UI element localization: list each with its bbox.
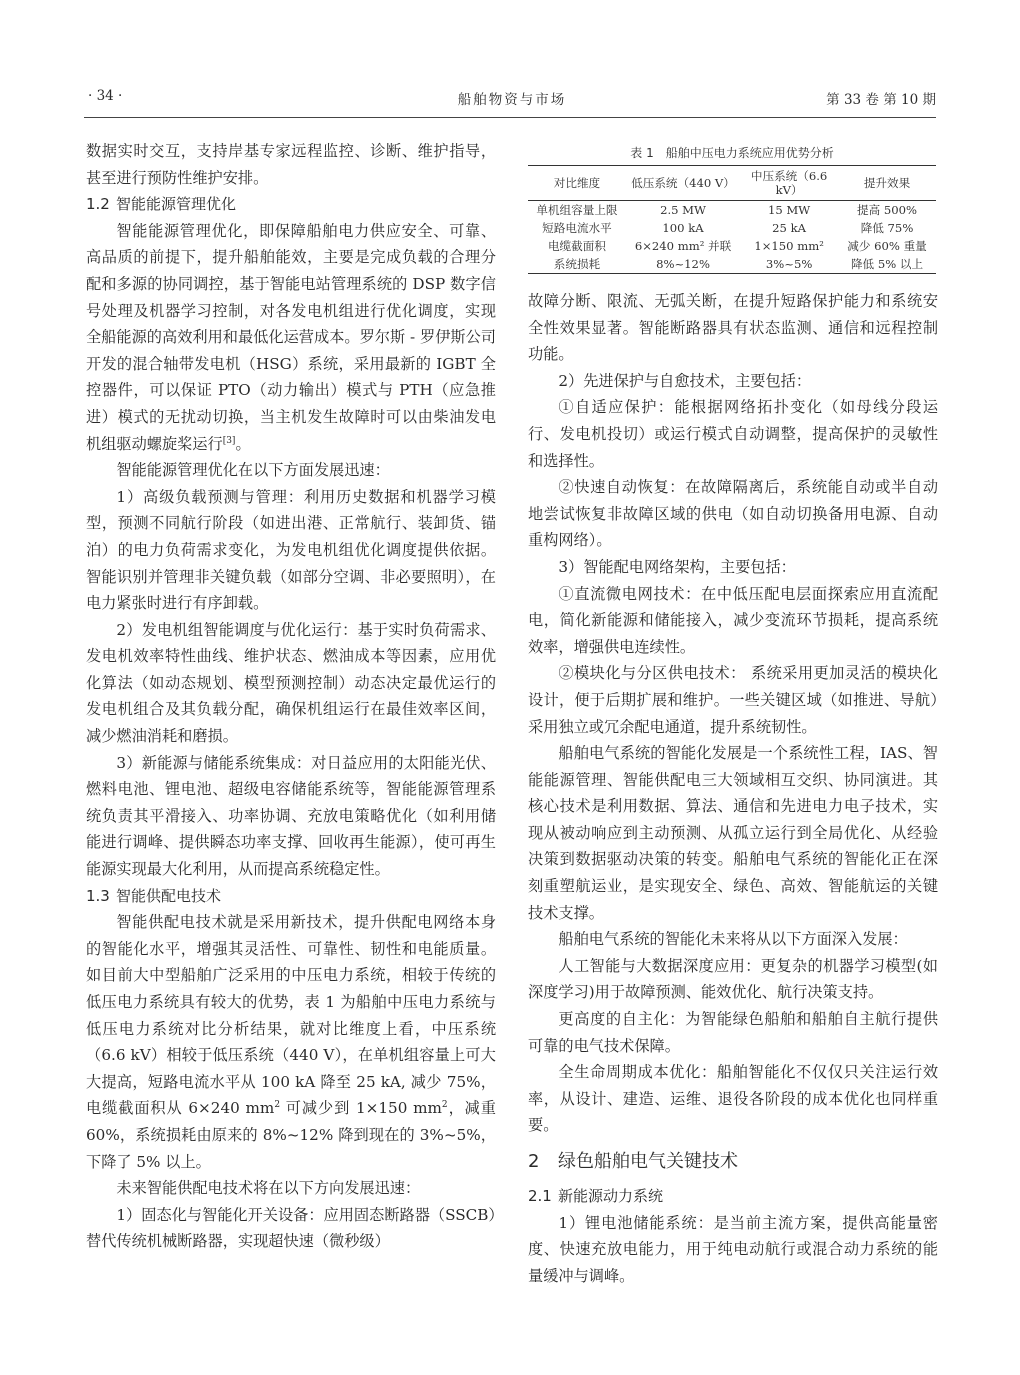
paragraph: 更高度的自主化：为智能绿色船舶和船舶自主航行提供可靠的电气技术保障。 xyxy=(528,1010,938,1055)
table-cell: 6×240 mm² 并联 xyxy=(634,239,732,253)
paragraph-text: ，减重 60%，系统损耗由原来的 8%~12% 降到现在的 3%~5%，下降了 5% 以上。 xyxy=(86,1099,496,1171)
paragraph: ②模块化与分区供电技术： 系统采用更加灵活的模块化设计，便于后期扩展和维护。一些关键区域（如推进、导航）采用独立或冗余配电通道，提升系统韧性。 xyxy=(528,664,938,736)
header-rule xyxy=(84,117,936,118)
running-header xyxy=(88,88,936,110)
paragraph: 2）先进保护与自愈技术，主要包括： xyxy=(558,371,812,390)
section-title: 智能供配电技术 xyxy=(116,886,222,905)
table-cell: 降低 5% 以上 xyxy=(838,255,936,274)
paragraph-text: 智能供配电技术就是采用新技术，提升供配电网络本身的智能化水平，增强其灵活性、可靠性、韧性和电能质量。如目前大中型船舶广泛采用的中压电力系统，相较于传统的低压电力系统具有较大的优势，表 1 为船舶中压电力系统与低压电力系统对比分析结果，就对比维度上看，中压系统（6.6 kV）相较于低压系统（440 V），在单机组容量上可大大提高，短路电流水平从 100 kA 降至 25 kA, 减少 75%，电缆截面积从 6×240 mm xyxy=(86,913,496,1118)
section-heading-2 xyxy=(528,1145,938,1179)
section-title: 绿色船舶电气关键技术 xyxy=(558,1151,738,1172)
table-cell: 100 kA xyxy=(662,221,704,235)
table-row xyxy=(528,201,936,220)
table-cell: 8%~12% xyxy=(626,255,740,274)
table-cell: 减少 60% 重量 xyxy=(847,239,927,253)
paragraph: 1）高级负载预测与管理：利用历史数据和机器学习模型，预测不同航行阶段（如进出港、正常航行、装卸货、锚泊）的电力负荷需求变化，为发电机组优化调度提供依据。智能识别并管理非关键负载（如部分空调、非必要照明），在电力紧张时进行有序卸载。 xyxy=(86,487,496,613)
table-row xyxy=(528,255,936,274)
table-cell: 3%~5% xyxy=(740,255,838,274)
section-heading-1-2 xyxy=(86,191,496,218)
section-number: 2 xyxy=(528,1151,540,1172)
section-number: 2.1 xyxy=(528,1187,552,1205)
page-number: · 34 · xyxy=(88,88,123,104)
table-header-cell: 对比维度 xyxy=(528,166,626,201)
paragraph xyxy=(86,909,496,1175)
paragraph: 3）新能源与储能系统集成：对日益应用的太阳能光伏、燃料电池、锂电池、超级电容储能系统等，智能能源管理系统负责其平滑接入、功率协调、充放电策略优化（如利用储能进行调峰、提供瞬态功率支撑、回收再生能源），使可再生能源实现最大化利用，从而提高系统稳定性。 xyxy=(86,753,496,879)
paragraph xyxy=(86,218,496,457)
table-cell: 1×150 mm² xyxy=(754,239,824,253)
paragraph: ①自适应保护：能根据网络拓扑变化（如母线分段运行、发电机投切）或运行模式自动调整，提高保护的灵敏性和选择性。 xyxy=(528,398,938,470)
left-column xyxy=(86,138,496,1255)
table-1 xyxy=(528,145,936,274)
section-title: 智能能源管理优化 xyxy=(116,195,237,214)
section-number: 1.3 xyxy=(86,886,110,905)
paragraph-text: 智能能源管理优化，即保障船舶电力供应安全、可靠、高品质的前提下，提升船舶能效，主要是完成负载的合理分配和多源的协同调控，基于智能电站管理系统的 DSP 数字信号处理及机器学习控制，对各发电机组进行优化调度，实现全船能源的高效利用和最低化运营成本。罗尔斯 - 罗伊斯公司开发的混合轴带发电机（HSG）系统，采用最新的 IGBT 全控器件，可以保证 PTO（动力输出）模式与 PTH（应急推进）模式的无扰动切换，当主机发生故障时可以由柴油发电机组驱动螺旋桨运行 xyxy=(86,221,496,453)
superscript: 2 xyxy=(274,1100,281,1111)
table-header-cell: 提升效果 xyxy=(838,166,936,201)
table-header-row xyxy=(528,166,936,201)
paragraph: 故障分断、限流、无弧关断，在提升短路保护能力和系统安全性效果显著。智能断路器具有状态监测、通信和远程控制功能。 xyxy=(528,292,938,364)
paragraph: ①直流微电网技术：在中低压配电层面探索应用直流配电，简化新能源和储能接入，减少变流环节损耗，提高系统效率，增强供电连续性。 xyxy=(528,584,938,656)
section-heading-2-1 xyxy=(528,1183,938,1210)
issue-info: 第 33 卷 第 10 期 xyxy=(826,92,936,108)
paragraph: 数据实时交互，支持岸基专家远程监控、诊断、维护指导，甚至进行预防性维护安排。 xyxy=(86,142,496,187)
right-column xyxy=(528,288,938,1289)
section-heading-1-3 xyxy=(86,883,496,910)
citation: [3] xyxy=(222,435,236,446)
table-cell: 电缆截面积 xyxy=(547,239,606,253)
table-cell: 单机组容量上限 xyxy=(536,203,618,217)
table-cell: 降低 75% xyxy=(860,221,914,235)
paragraph: 2）发电机组智能调度与优化运行：基于实时负荷需求、发电机效率特性曲线、维护状态、燃油成本等因素，应用优化算法（如动态规划、模型预测控制）动态决定最优运行的发电机组合及其负载分配，确保机组运行在最佳效率区间，减少燃油消耗和磨损。 xyxy=(86,620,496,746)
paragraph: 3）智能配电网络架构，主要包括： xyxy=(558,557,796,576)
table-cell: 25 kA xyxy=(772,221,807,235)
table-cell: 2.5 MW xyxy=(660,203,706,217)
comparison-table xyxy=(528,165,936,274)
paragraph: 全生命周期成本优化：船舶智能化不仅仅只关注运行效率，从设计、建造、运维、退役各阶段的成本优化也同样重要。 xyxy=(528,1063,938,1135)
table-row xyxy=(528,237,936,255)
paragraph: 船舶电气系统的智能化发展是一个系统性工程，IAS、智能能源管理、智能供配电三大领域相互交织、协同演进。其核心技术是利用数据、算法、通信和先进电力电子技术，实现从被动响应到主动预测、从孤立运行到全局优化、从经验决策到数据驱动决策的转变。船舶电气系统的智能化正在深刻重塑航运业，是实现安全、绿色、高效、智能航运的关键技术支撑。 xyxy=(528,744,938,922)
paragraph: 人工智能与大数据深度应用：更复杂的机器学习模型(如深度学习)用于故障预测、能效优化、航行决策支持。 xyxy=(528,956,938,1002)
table-cell: 短路电流水平 xyxy=(542,221,612,235)
paragraph: 1）锂电池储能系统：是当前主流方案，提供高能量密度、快速充放电能力，用于纯电动航行或混合动力系统的能量缓冲与调峰。 xyxy=(528,1213,938,1285)
table-header-cell: 低压系统（440 V） xyxy=(626,166,740,201)
table-row xyxy=(528,219,936,237)
paragraph: ②快速自动恢复：在故障隔离后，系统能自动或半自动地尝试恢复非故障区域的供电（如自动切换备用电源、自动重构网络）。 xyxy=(528,478,938,550)
section-title: 新能源动力系统 xyxy=(558,1187,664,1205)
paragraph-text: 。 xyxy=(235,434,251,453)
paragraph: 船舶电气系统的智能化未来将从以下方面深入发展： xyxy=(558,930,908,949)
table-cell: 15 MW xyxy=(767,203,811,217)
paragraph-text: 可减少到 1×150 mm xyxy=(280,1099,442,1118)
section-number: 1.2 xyxy=(86,195,110,214)
journal-name: 船舶物资与市场 xyxy=(457,92,567,108)
table-caption: 表 1 船舶中压电力系统应用优势分析 xyxy=(630,146,834,160)
table-cell: 系统损耗 xyxy=(528,255,626,274)
superscript: 2 xyxy=(441,1100,448,1111)
paragraph: 未来智能供配电技术将在以下方向发展迅速： xyxy=(116,1179,421,1198)
table-cell: 提高 500% xyxy=(857,203,918,217)
paragraph: 智能能源管理优化在以下方面发展迅速： xyxy=(116,461,390,480)
table-header-cell: 中压系统（6.6 kV） xyxy=(740,166,838,201)
paragraph: 1）固态化与智能化开关设备：应用固态断路器（SSCB）替代传统机械断路器，实现超快速（微秒级） xyxy=(86,1205,496,1251)
